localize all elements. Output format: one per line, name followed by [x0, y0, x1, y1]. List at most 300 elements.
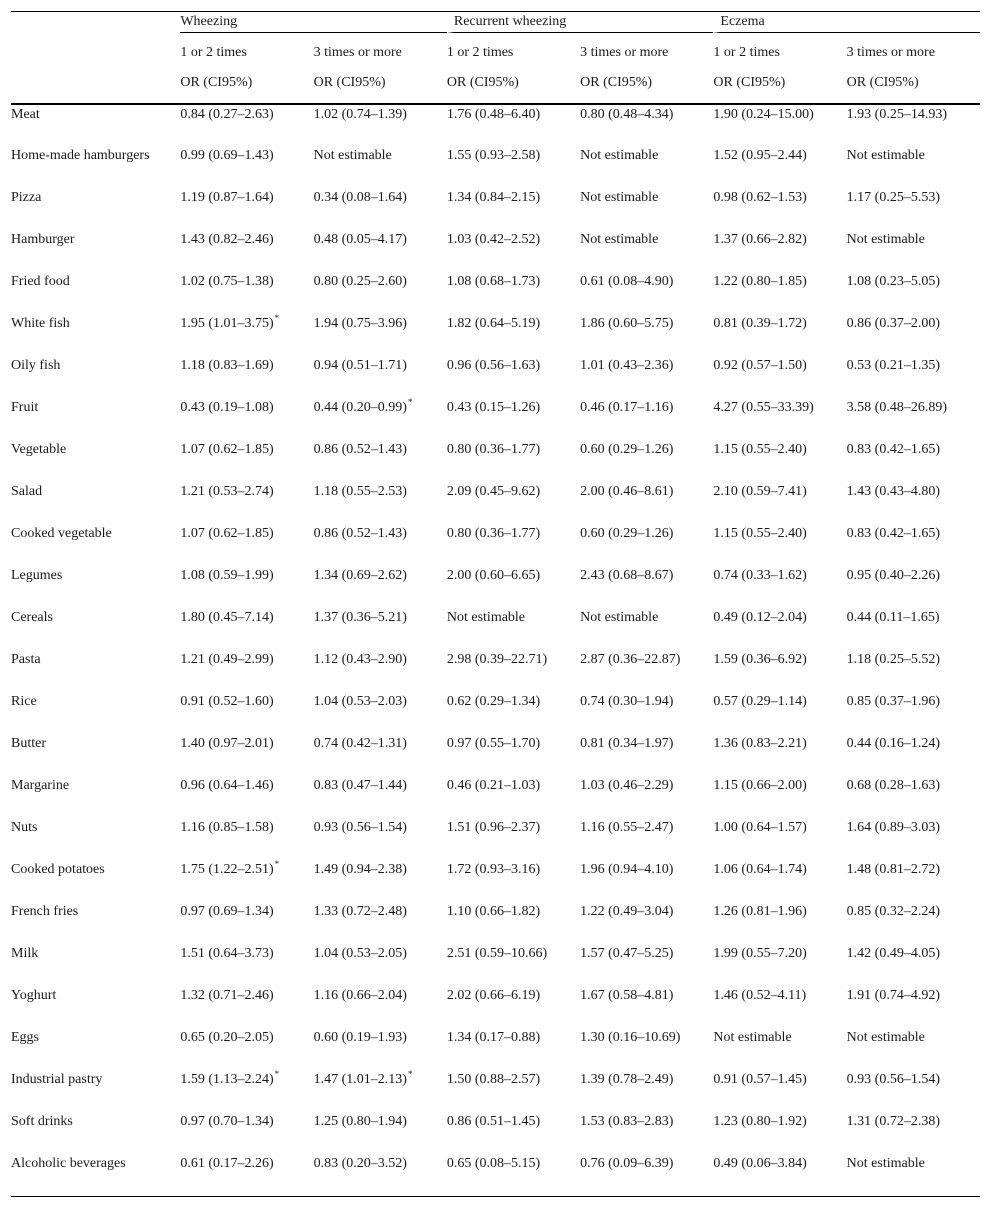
or-cell: [314, 482, 447, 524]
or-value: 0.91 (0.52–1.60): [180, 694, 274, 709]
or-cell: [314, 440, 447, 482]
or-value: 0.43 (0.19–1.08): [180, 400, 274, 415]
or-value: 1.37 (0.36–5.21): [313, 610, 407, 625]
or-cell: [847, 566, 980, 608]
table-row: [11, 1154, 980, 1196]
or-value: 1.04 (0.53–2.03): [313, 694, 407, 709]
or-value: 1.19 (0.87–1.64): [180, 190, 274, 205]
header-or: OR (CI95%): [713, 73, 846, 104]
or-value: 1.21 (0.49–2.99): [180, 652, 274, 667]
or-value: 0.49 (0.06–3.84): [713, 1156, 807, 1171]
or-cell: [713, 986, 846, 1028]
food-label: Cooked vegetable: [11, 526, 112, 541]
or-cell: [580, 608, 713, 650]
or-value: Not estimable: [846, 1030, 925, 1045]
table-row: [11, 734, 980, 776]
or-value: 0.44 (0.11–1.65): [846, 610, 940, 625]
or-cell: [447, 776, 580, 818]
or-cell: [713, 188, 846, 230]
header-group-recurrent-wheezing: Recurrent wheezing: [447, 12, 714, 33]
or-cell: [713, 356, 846, 398]
or-value: 1.42 (0.49–4.05): [846, 946, 940, 961]
or-cell: [580, 104, 713, 146]
or-value: 0.65 (0.20–2.05): [180, 1030, 274, 1045]
or-value: 1.18 (0.55–2.53): [313, 484, 407, 499]
or-value: 1.31 (0.72–2.38): [846, 1114, 940, 1129]
or-cell: [713, 524, 846, 566]
or-value: 1.25 (0.80–1.94): [313, 1114, 407, 1129]
or-cell: [314, 314, 447, 356]
or-value: 2.87 (0.36–22.87): [580, 652, 681, 667]
or-cell: [847, 860, 980, 902]
or-cell: [713, 818, 846, 860]
or-value: 0.86 (0.52–1.43): [313, 526, 407, 541]
or-cell: [713, 1112, 846, 1154]
or-value: 1.06 (0.64–1.74): [713, 862, 807, 877]
or-cell: [314, 1112, 447, 1154]
header-group-eczema: Eczema: [713, 12, 980, 33]
or-value: 1.34 (0.17–0.88): [446, 1030, 541, 1045]
or-cell: [580, 944, 713, 986]
or-cell: [580, 860, 713, 902]
or-cell: [713, 692, 846, 734]
or-cell: [847, 398, 980, 440]
table-row: [11, 566, 980, 608]
or-cell: [447, 230, 580, 272]
or-cell: [713, 104, 846, 146]
or-cell: [447, 818, 580, 860]
or-cell: [580, 818, 713, 860]
or-cell: [713, 902, 846, 944]
or-cell: [180, 314, 313, 356]
table-row: [11, 398, 980, 440]
or-value: Not estimable: [580, 232, 659, 247]
or-value: 1.99 (0.55–7.20): [713, 946, 807, 961]
food-label: Industrial pastry: [11, 1072, 103, 1087]
or-value: 1.02 (0.75–1.38): [180, 274, 274, 289]
or-cell: [580, 1028, 713, 1070]
significance-marker: *: [407, 397, 413, 408]
or-value: 0.81 (0.34–1.97): [580, 736, 674, 751]
or-cell: [580, 650, 713, 692]
food-label: Fruit: [11, 400, 39, 415]
or-cell: [580, 902, 713, 944]
table-row: [11, 902, 980, 944]
or-value: 3.58 (0.48–26.89): [846, 400, 947, 415]
table-body: [11, 104, 980, 1196]
or-value: 1.34 (0.84–2.15): [446, 190, 541, 205]
or-cell: [314, 692, 447, 734]
or-value: 1.34 (0.69–2.62): [313, 568, 407, 583]
or-value: 2.43 (0.68–8.67): [580, 568, 674, 583]
food-label: Home-made hamburgers: [11, 148, 150, 163]
food-label: Oily fish: [11, 358, 61, 373]
header-sub: 1 or 2 times: [180, 45, 247, 60]
or-cell: [314, 902, 447, 944]
or-cell: [713, 230, 846, 272]
or-cell: [447, 902, 580, 944]
or-cell: [447, 104, 580, 146]
or-cell: [847, 356, 980, 398]
or-value: 1.16 (0.66–2.04): [313, 988, 407, 1003]
or-cell: [847, 692, 980, 734]
food-label: White fish: [11, 316, 70, 331]
or-value: 0.80 (0.36–1.77): [446, 526, 541, 541]
or-value: 0.83 (0.42–1.65): [846, 526, 940, 541]
or-cell: [713, 566, 846, 608]
or-value: 1.96 (0.94–4.10): [580, 862, 674, 877]
or-value: 1.21 (0.53–2.74): [180, 484, 274, 499]
or-cell: [713, 1028, 846, 1070]
header-corner: [11, 12, 180, 44]
or-value: 0.46 (0.21–1.03): [446, 778, 541, 793]
or-cell: [180, 860, 313, 902]
or-cell: [314, 776, 447, 818]
food-label: Butter: [11, 736, 46, 751]
or-cell: [180, 104, 313, 146]
table-row: [11, 230, 980, 272]
significance-marker: *: [407, 1069, 413, 1080]
food-label: Meat: [11, 107, 40, 122]
table-row: [11, 944, 980, 986]
significance-marker: *: [274, 859, 280, 870]
header-sub: 3 times or more: [846, 45, 935, 60]
food-label: Eggs: [11, 1030, 39, 1045]
or-cell: [580, 566, 713, 608]
significance-marker: *: [274, 1069, 280, 1080]
significance-marker: *: [274, 313, 280, 324]
or-value: 0.86 (0.52–1.43): [313, 442, 407, 457]
or-value: 0.95 (0.40–2.26): [846, 568, 940, 583]
or-cell: [713, 146, 846, 188]
or-value: 1.93 (0.25–14.93): [846, 107, 947, 122]
or-value: 2.00 (0.46–8.61): [580, 484, 674, 499]
or-cell: [447, 1112, 580, 1154]
or-cell: [447, 734, 580, 776]
food-label: Yoghurt: [11, 988, 57, 1003]
or-cell: [847, 482, 980, 524]
or-value: 1.47 (1.01–2.13): [313, 1072, 407, 1087]
or-cell: [847, 104, 980, 146]
table-row: [11, 650, 980, 692]
or-cell: [447, 860, 580, 902]
or-value: 1.02 (0.74–1.39): [313, 107, 407, 122]
or-cell: [447, 1028, 580, 1070]
or-value: 0.83 (0.42–1.65): [846, 442, 940, 457]
table-row: [11, 986, 980, 1028]
or-value: 1.15 (0.55–2.40): [713, 526, 807, 541]
or-value: 1.07 (0.62–1.85): [180, 526, 274, 541]
or-value: 1.16 (0.55–2.47): [580, 820, 674, 835]
or-cell: [580, 734, 713, 776]
food-label: Soft drinks: [11, 1114, 73, 1129]
table-row: [11, 314, 980, 356]
or-cell: [580, 146, 713, 188]
or-value: 0.96 (0.56–1.63): [446, 358, 541, 373]
header-or: OR (CI95%): [447, 73, 580, 104]
header-or: OR (CI95%): [580, 73, 713, 104]
or-value: 1.40 (0.97–2.01): [180, 736, 274, 751]
or-cell: [580, 188, 713, 230]
table-row: [11, 104, 980, 146]
food-label: Milk: [11, 946, 39, 961]
or-value: 1.76 (0.48–6.40): [446, 107, 541, 122]
or-cell: [713, 1070, 846, 1112]
or-value: 1.82 (0.64–5.19): [446, 316, 541, 331]
or-value: Not estimable: [313, 148, 392, 163]
or-cell: [713, 440, 846, 482]
or-cell: [847, 650, 980, 692]
table-row: [11, 524, 980, 566]
or-cell: [180, 440, 313, 482]
or-cell: [847, 314, 980, 356]
or-value: 0.85 (0.37–1.96): [846, 694, 940, 709]
or-value: 1.08 (0.59–1.99): [180, 568, 274, 583]
food-label: Alcoholic beverages: [11, 1154, 180, 1196]
or-value: 1.22 (0.80–1.85): [713, 274, 807, 289]
food-label: Cereals: [11, 610, 53, 625]
or-cell: [447, 566, 580, 608]
or-value: 1.55 (0.93–2.58): [446, 148, 541, 163]
food-label: Vegetable: [11, 442, 67, 457]
or-cell: [180, 734, 313, 776]
or-cell: [447, 650, 580, 692]
or-value: 1.86 (0.60–5.75): [580, 316, 674, 331]
header-sub: 3 times or more: [313, 45, 402, 60]
or-cell: [180, 1028, 313, 1070]
header-or: OR (CI95%): [847, 73, 980, 104]
or-value: 1.53 (0.83–2.83): [580, 1114, 674, 1129]
or-cell: [180, 188, 313, 230]
or-cell: [447, 314, 580, 356]
or-cell: [580, 482, 713, 524]
food-label: Pasta: [11, 652, 41, 667]
or-value: 1.08 (0.68–1.73): [446, 274, 541, 289]
or-cell: [713, 860, 846, 902]
or-cell: [314, 1070, 447, 1112]
table-row: [11, 482, 980, 524]
or-value: 1.80 (0.45–7.14): [180, 610, 274, 625]
or-cell: [447, 398, 580, 440]
or-cell: [580, 524, 713, 566]
or-value: 1.22 (0.49–3.04): [580, 904, 674, 919]
or-cell: [180, 146, 313, 188]
or-cell: [314, 146, 447, 188]
or-cell: [314, 524, 447, 566]
or-value: 2.98 (0.39–22.71): [446, 652, 548, 667]
or-cell: [180, 818, 313, 860]
or-value: 0.44 (0.16–1.24): [846, 736, 940, 751]
or-cell: [847, 272, 980, 314]
or-value: 1.32 (0.71–2.46): [180, 988, 274, 1003]
or-cell: [447, 440, 580, 482]
or-cell: [180, 398, 313, 440]
or-cell: [447, 608, 580, 650]
or-cell: [180, 1070, 313, 1112]
or-cell: [180, 692, 313, 734]
or-cell: [713, 608, 846, 650]
or-cell: [314, 1028, 447, 1070]
or-cell: [580, 398, 713, 440]
or-cell: [314, 818, 447, 860]
or-value: Not estimable: [846, 232, 925, 247]
or-cell: [713, 272, 846, 314]
or-value: 0.94 (0.51–1.71): [313, 358, 407, 373]
or-cell: [314, 272, 447, 314]
or-value: 1.10 (0.66–1.82): [446, 904, 541, 919]
or-value: 1.00 (0.64–1.57): [713, 820, 807, 835]
or-value: 0.62 (0.29–1.34): [446, 694, 541, 709]
table-row: [11, 818, 980, 860]
or-value: Not estimable: [846, 148, 925, 163]
or-cell: [314, 860, 447, 902]
or-value: 1.16 (0.85–1.58): [180, 820, 274, 835]
or-value: 0.53 (0.21–1.35): [846, 358, 940, 373]
or-cell: [580, 776, 713, 818]
or-value: 0.84 (0.27–2.63): [180, 107, 274, 122]
or-value: 1.46 (0.52–4.11): [713, 988, 807, 1003]
or-value: 0.99 (0.69–1.43): [180, 148, 274, 163]
food-label: Margarine: [11, 778, 70, 793]
or-value: 0.91 (0.57–1.45): [713, 1072, 807, 1087]
or-value: 1.01 (0.43–2.36): [580, 358, 674, 373]
food-label: Legumes: [11, 568, 63, 583]
table-row: [11, 1112, 980, 1154]
or-cell: [447, 272, 580, 314]
or-value: 1.15 (0.66–2.00): [713, 778, 807, 793]
or-cell: [447, 146, 580, 188]
or-value: 2.09 (0.45–9.62): [446, 484, 541, 499]
or-value: 0.61 (0.08–4.90): [580, 274, 674, 289]
or-cell: [580, 272, 713, 314]
or-cell: [847, 944, 980, 986]
or-value: 1.33 (0.72–2.48): [313, 904, 407, 919]
or-cell: [447, 188, 580, 230]
or-value: Not estimable: [580, 190, 659, 205]
or-cell: [580, 1070, 713, 1112]
header-blank: [11, 73, 180, 104]
or-value: 1.49 (0.94–2.38): [313, 862, 407, 877]
or-cell: [580, 314, 713, 356]
or-cell: [580, 1154, 713, 1196]
or-cell: [180, 650, 313, 692]
or-value: 0.44 (0.20–0.99): [313, 400, 407, 415]
or-cell: [180, 902, 313, 944]
or-cell: [713, 944, 846, 986]
or-cell: [180, 356, 313, 398]
or-cell: [847, 776, 980, 818]
or-cell: [447, 986, 580, 1028]
or-cell: [180, 566, 313, 608]
or-cell: [580, 1112, 713, 1154]
or-table: [11, 11, 980, 1197]
or-value: Not estimable: [446, 610, 526, 625]
or-cell: [847, 1154, 980, 1196]
or-value: 1.52 (0.95–2.44): [713, 148, 807, 163]
or-value: 0.65 (0.08–5.15): [446, 1156, 541, 1171]
or-value: 1.90 (0.24–15.00): [713, 107, 814, 122]
or-value: Not estimable: [580, 610, 659, 625]
or-cell: [180, 608, 313, 650]
or-value: 1.15 (0.55–2.40): [713, 442, 807, 457]
or-cell: [314, 608, 447, 650]
table-row: [11, 272, 980, 314]
or-value: 1.26 (0.81–1.96): [713, 904, 807, 919]
or-cell: [580, 986, 713, 1028]
or-value: 0.83 (0.20–3.52): [313, 1156, 407, 1171]
or-cell: [314, 944, 447, 986]
table-row: [11, 860, 980, 902]
or-value: 1.18 (0.25–5.52): [846, 652, 940, 667]
or-value: 0.80 (0.25–2.60): [313, 274, 407, 289]
or-cell: [847, 902, 980, 944]
or-value: 0.60 (0.19–1.93): [313, 1030, 407, 1045]
table-row: [11, 146, 980, 188]
or-value: 0.68 (0.28–1.63): [846, 778, 940, 793]
food-label: Nuts: [11, 820, 38, 835]
or-cell: [580, 692, 713, 734]
or-cell: [314, 650, 447, 692]
or-cell: [847, 146, 980, 188]
or-value: 2.10 (0.59–7.41): [713, 484, 807, 499]
or-value: 1.08 (0.23–5.05): [846, 274, 940, 289]
or-cell: [180, 776, 313, 818]
or-value: 2.51 (0.59–10.66): [446, 946, 548, 961]
or-value: 1.43 (0.82–2.46): [180, 232, 274, 247]
or-value: 0.98 (0.62–1.53): [713, 190, 807, 205]
or-cell: [314, 230, 447, 272]
or-value: 0.93 (0.56–1.54): [313, 820, 407, 835]
or-cell: [447, 692, 580, 734]
or-value: 1.43 (0.43–4.80): [846, 484, 940, 499]
or-value: 2.00 (0.60–6.65): [446, 568, 541, 583]
or-value: 1.12 (0.43–2.90): [313, 652, 407, 667]
or-cell: [314, 188, 447, 230]
or-value: 1.30 (0.16–10.69): [580, 1030, 681, 1045]
or-value: 0.61 (0.17–2.26): [180, 1156, 274, 1171]
or-cell: [314, 734, 447, 776]
or-cell: [314, 356, 447, 398]
food-label: Cooked potatoes: [11, 862, 105, 877]
or-cell: [847, 230, 980, 272]
or-cell: [847, 524, 980, 566]
header-sub: 3 times or more: [580, 45, 669, 60]
or-value: 0.85 (0.32–2.24): [846, 904, 940, 919]
food-label: Pizza: [11, 190, 42, 205]
or-value: 0.80 (0.36–1.77): [446, 442, 541, 457]
or-cell: [447, 1070, 580, 1112]
or-value: 0.86 (0.37–2.00): [846, 316, 940, 331]
or-value: 0.93 (0.56–1.54): [846, 1072, 940, 1087]
table-row: [11, 440, 980, 482]
food-label: Salad: [11, 484, 43, 499]
or-value: 0.57 (0.29–1.14): [713, 694, 807, 709]
header-sub: 1 or 2 times: [713, 45, 780, 60]
food-label: Rice: [11, 694, 37, 709]
or-cell: [180, 944, 313, 986]
or-value: 0.76 (0.09–6.39): [580, 1156, 674, 1171]
or-value: 0.74 (0.42–1.31): [313, 736, 407, 751]
header-or: OR (CI95%): [314, 73, 447, 104]
food-label: Fried food: [11, 274, 70, 289]
or-cell: [447, 356, 580, 398]
or-value: 1.18 (0.83–1.69): [180, 358, 274, 373]
or-cell: [447, 524, 580, 566]
or-cell: [180, 524, 313, 566]
or-value: 1.59 (0.36–6.92): [713, 652, 807, 667]
or-cell: [580, 356, 713, 398]
or-value: 0.81 (0.39–1.72): [713, 316, 807, 331]
